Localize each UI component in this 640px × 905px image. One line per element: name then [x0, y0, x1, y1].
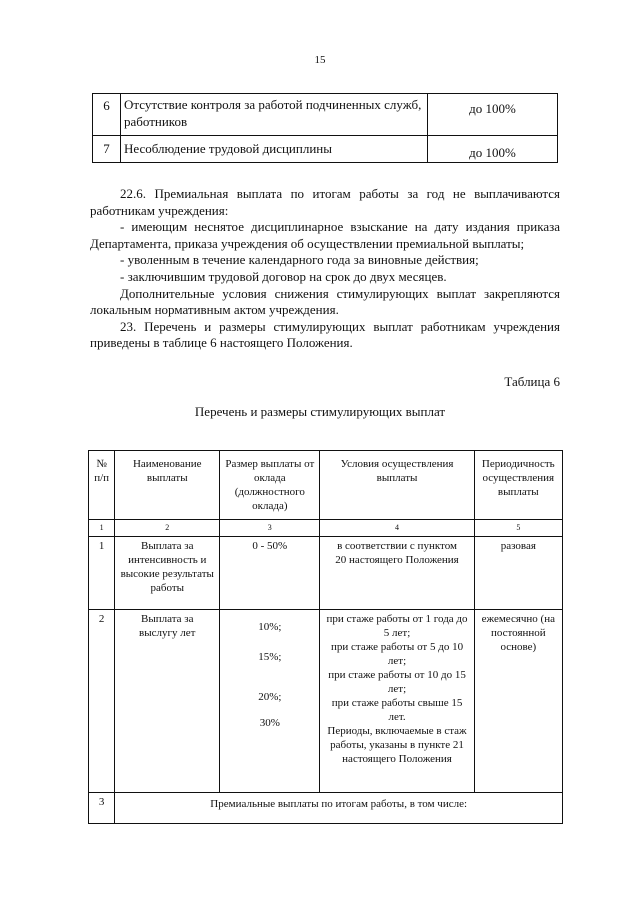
- table-row: [93, 94, 558, 136]
- payment-conditions: при стаже работы от 1 года до 5 лет; при стаже работы от 5 до 10 лет; при стаже работы от 10 до 15 лет; при стаже работы свыше 15 лет. Периоды, включаемые в стаж работы, указаны в пункте 21 настоящего Положения: [320, 610, 474, 793]
- payment-period: разовая: [474, 537, 562, 610]
- table-title: Перечень и размеры стимулирующих выплат: [194, 404, 446, 419]
- header-cell: Периодичность осуществления выплаты: [474, 451, 562, 520]
- row-number: 6: [93, 94, 121, 136]
- body-text: [90, 186, 560, 352]
- paragraph: - имеющим неснятое дисциплинарное взыскание на дату издания приказа Департамента, приказа учреждения об осуществлении премиальной выплаты;: [90, 219, 560, 251]
- payment-period: ежемесячно (на постоянной основе): [474, 610, 562, 793]
- header-cell: № п/п: [89, 451, 115, 520]
- table-header-row: [89, 451, 563, 520]
- row-number: 2: [89, 610, 115, 793]
- row-number: 3: [89, 793, 115, 824]
- index-cell: 4: [320, 520, 474, 537]
- table-caption: Таблица 6: [504, 374, 560, 389]
- size-item: 10%;: [258, 621, 282, 633]
- row-value: до 100%: [428, 136, 558, 163]
- row-number: 7: [93, 136, 121, 163]
- payment-name: Выплата за выслугу лет: [115, 610, 220, 793]
- payment-size: 0 - 50%: [220, 537, 320, 610]
- index-cell: 2: [115, 520, 220, 537]
- row-name: Отсутствие контроля за работой подчиненных служб, работников: [121, 94, 428, 136]
- payment-conditions: в соответствии с пунктом 20 настоящего Положения: [320, 537, 474, 610]
- header-cell: Наименование выплаты: [115, 451, 220, 520]
- index-cell: 5: [474, 520, 562, 537]
- table-row: [89, 610, 563, 793]
- paragraph: - уволенным в течение календарного года за виновные действия;: [120, 252, 479, 268]
- row-name: Несоблюдение трудовой дисциплины: [121, 136, 428, 163]
- size-item: 30%: [259, 717, 280, 729]
- column-index-row: [89, 520, 563, 537]
- index-cell: 3: [220, 520, 320, 537]
- index-cell: 1: [89, 520, 115, 537]
- table-row: [89, 793, 563, 824]
- paragraph: 23. Перечень и размеры стимулирующих выплат работникам учреждения приведены в таблице 6 настоящего Положения.: [90, 318, 560, 351]
- table-row: [89, 537, 563, 610]
- section-title: Премиальные выплаты по итогам работы, в том числе:: [115, 793, 563, 824]
- table-row: [93, 136, 558, 163]
- paragraph: - заключившим трудовой договор на срок до двух месяцев.: [120, 268, 447, 284]
- payment-name: Выплата за интенсивность и высокие результаты работы: [115, 537, 220, 610]
- paragraph: 22.6. Премиальная выплата по итогам работы за год не выплачиваются работникам учреждения:: [90, 186, 560, 218]
- incentive-payments-table: [88, 450, 563, 824]
- row-value: до 100%: [428, 94, 558, 136]
- deductions-table: [92, 93, 558, 163]
- row-number: 1: [89, 537, 115, 610]
- paragraph: Дополнительные условия снижения стимулирующих выплат закрепляются локальным нормативным актом учреждения.: [90, 285, 560, 318]
- size-item: 20%;: [258, 691, 282, 703]
- size-item: 15%;: [258, 651, 282, 663]
- header-cell: Размер выплаты от оклада (должностного оклада): [220, 451, 320, 520]
- header-cell: Условия осуществления выплаты: [320, 451, 474, 520]
- payment-sizes: [220, 610, 320, 793]
- page-number: 15: [314, 54, 326, 66]
